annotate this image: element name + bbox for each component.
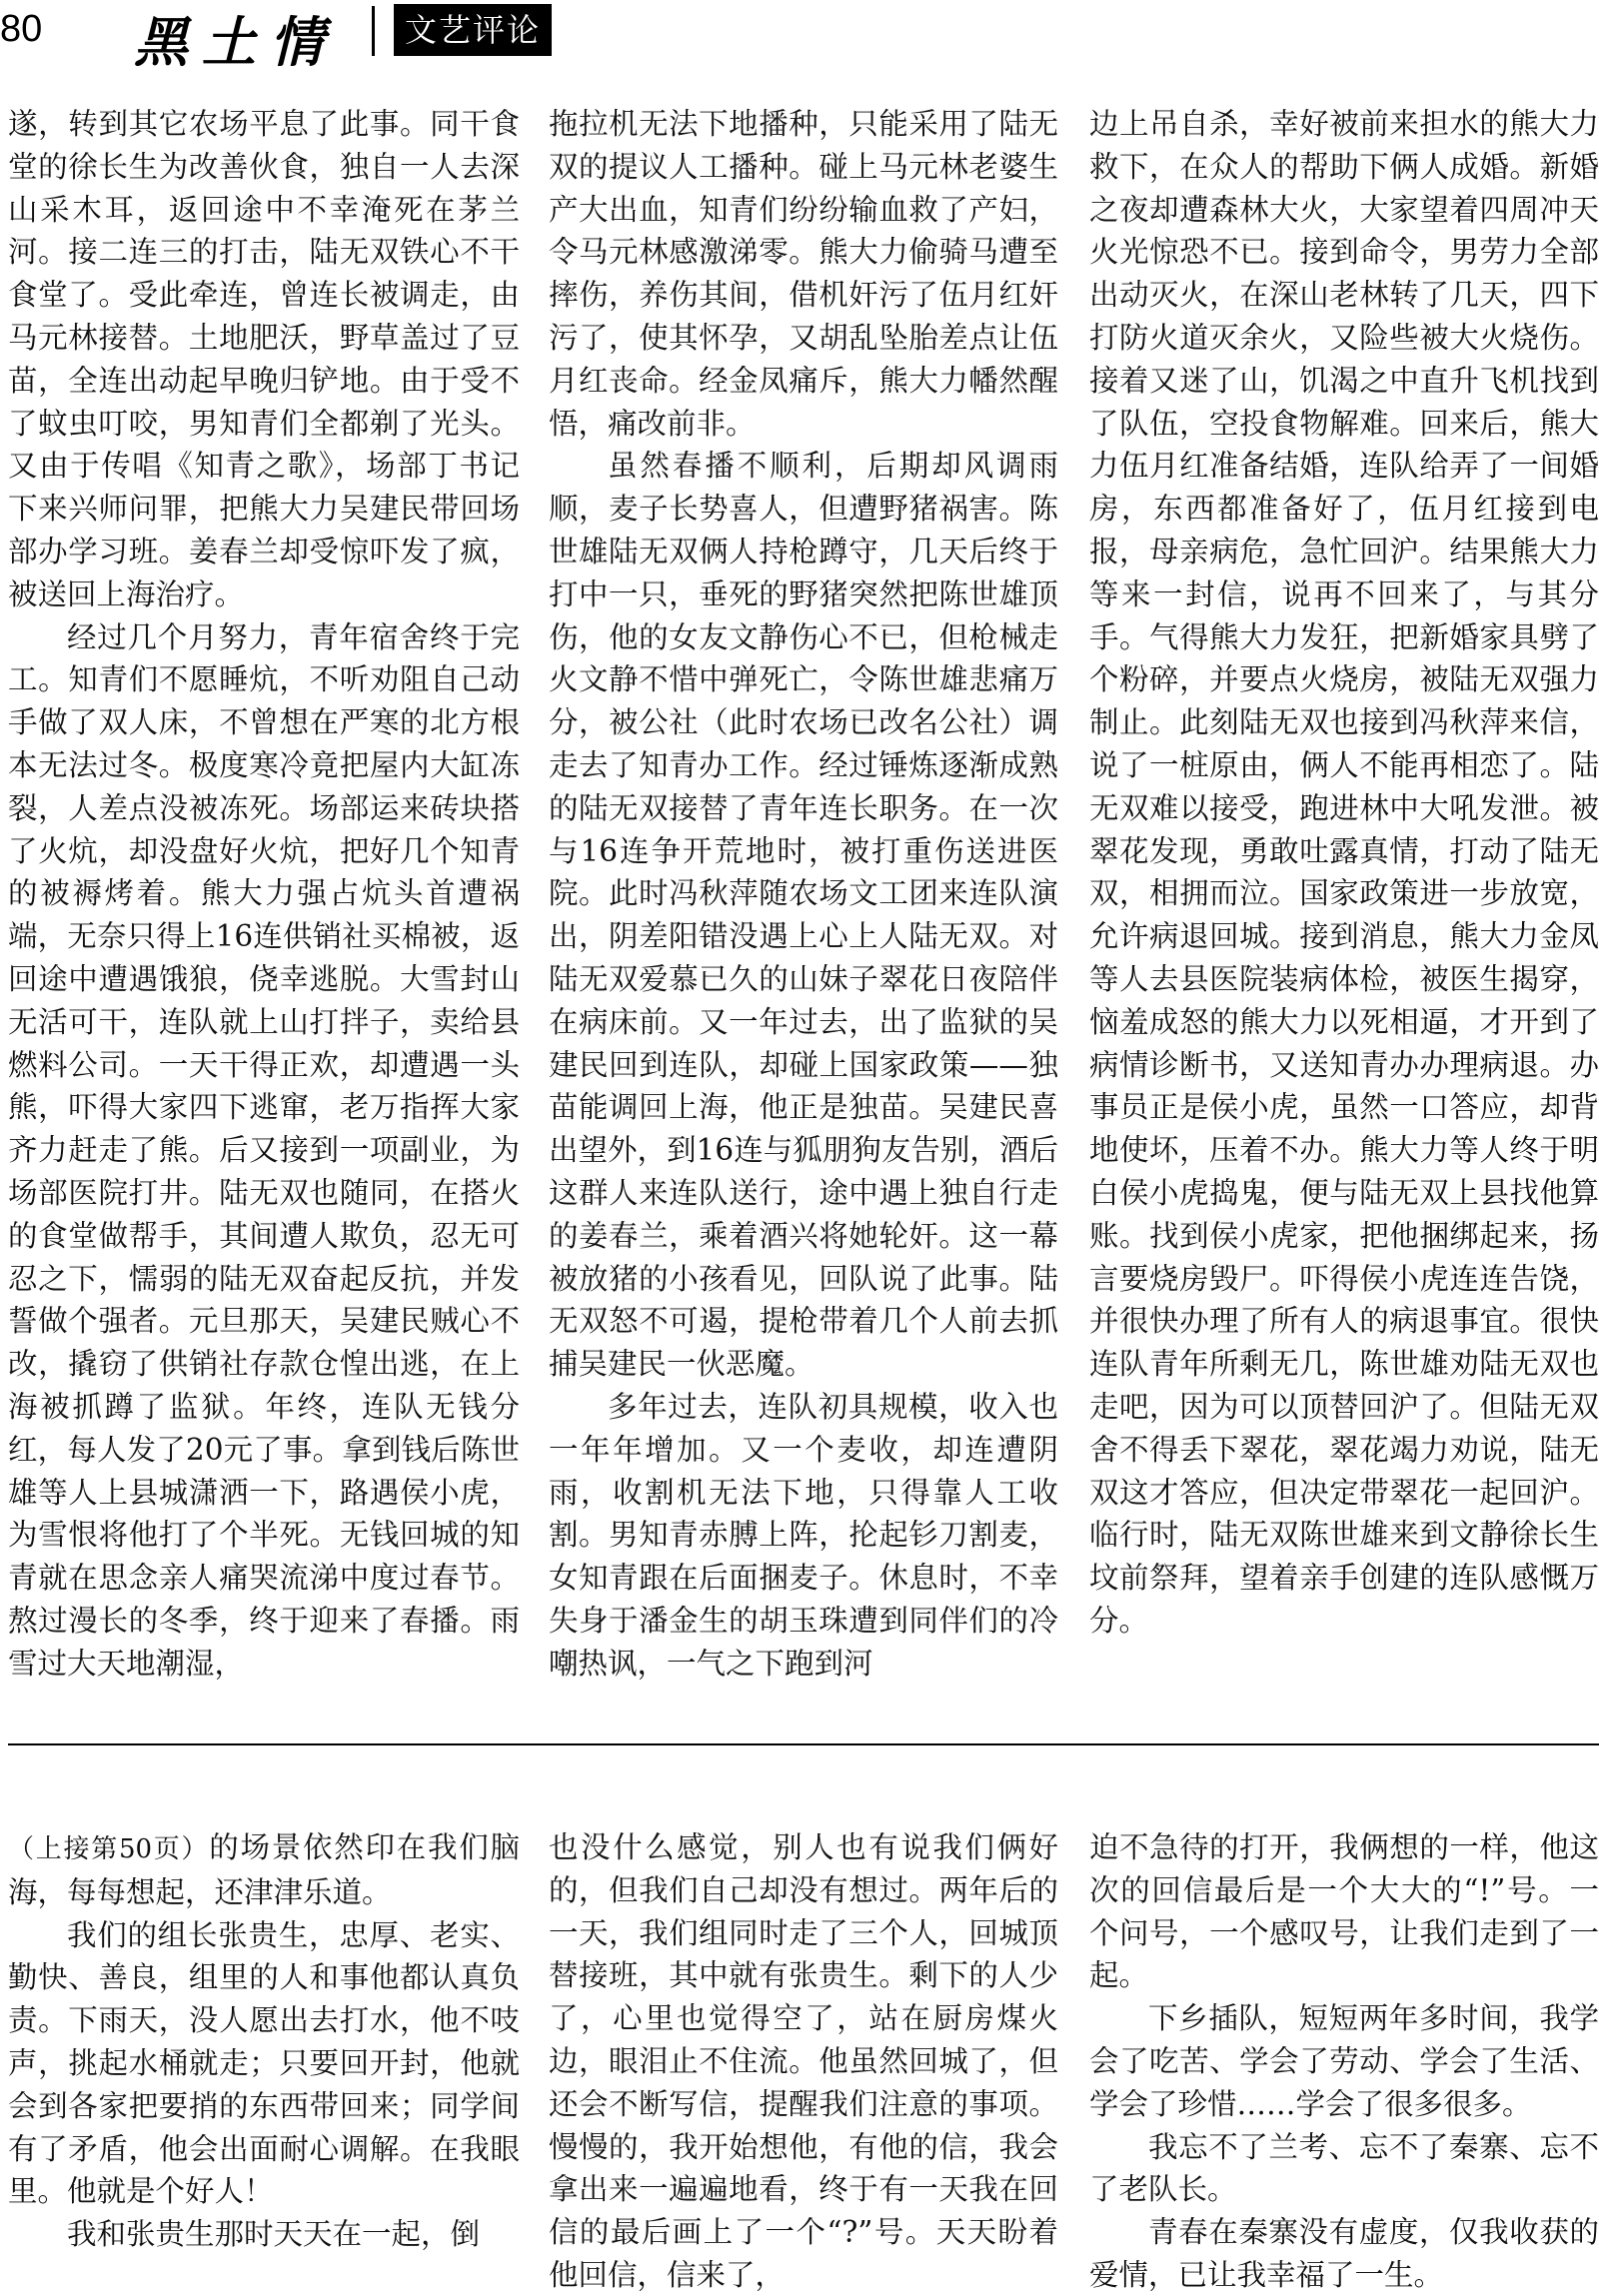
top-article-column-1	[8, 103, 520, 1702]
bottom-article-column-3	[1089, 1826, 1599, 2296]
section-label: 文艺评论	[394, 4, 552, 56]
paragraph: 拖拉机无法下地播种，只能采用了陆无双的提议人工播种。碰上马元林老婆生产大出血，知青们纷纷输血救了产妇，令马元林感激涕零。熊大力偷骑马遭至摔伤，养伤其间，借机奸污了伍月红奸污了，使其怀孕，又胡乱坠胎差点让伍月红丧命。经金凤痛斥，熊大力幡然醒悟，痛改前非。	[549, 107, 1058, 441]
paragraph: 我忘不了兰考、忘不了秦寨、忘不了老队长。	[1089, 2129, 1599, 2207]
paragraph: 经过几个月努力，青年宿舍终于完工。知青们不愿睡炕，不听劝阻自己动手做了双人床，不曾想在严寒的北方根本无法过冬。极度寒冷竟把屋内大缸冻裂，人差点没被冻死。场部运来砖块搭了火炕，却没盘好火炕，把好几个知青的被褥烤着。熊大力强占炕头首遭祸端，无奈只得上16连供销社买棉被，返回途中遭遇饿狼，侥幸逃脱。大雪封山无活可干，连队就上山打拌子，卖给县燃料公司。一天干得正欢，却遭遇一头熊，吓得大家四下逃窜，老万指挥大家齐力赶走了熊。后又接到一项副业，为场部医院打井。陆无双也随同，在搭火的食堂做帮手，其间遭人欺负，忍无可忍之下，懦弱的陆无双奋起反抗，并发誓做个强者。元旦那天，吴建民贼心不改，撬窃了供销社存款仓惶出逃，在上海被抓蹲了监狱。年终，连队无钱分红，每人发了20元了事。拿到钱后陈世雄等人上县城潇洒一下，路遇侯小虎，为雪恨将他打了个半死。无钱回城的知青就在思念亲人痛哭流涕中度过春节。熬过漫长的冬季，终于迎来了春播。雨雪过大天地潮湿，	[8, 619, 520, 1681]
paragraph: 边上吊自杀，幸好被前来担水的熊大力救下，在众人的帮助下俩人成婚。新婚之夜却遭森林大火，大家望着四周冲天火光惊恐不已。接到命令，男劳力全部出动灭火，在深山老林转了几天，四下打防火道灭余火，又险些被大火烧伤。接着又迷了山，饥渴之中直升飞机找到了队伍，空投食物解难。回来后，熊大力伍月红准备结婚，连队给弄了一间婚房，东西都准备好了，伍月红接到电报，母亲病危，急忙回沪。结果熊大力等来一封信，说再不回来了，与其分手。气得熊大力发狂，把新婚家具劈了个粉碎，并要点火烧房，被陆无双强力制止。此刻陆无双也接到冯秋萍来信，说了一桩原由，俩人不能再相恋了。陆无双难以接受，跑进林中大吼发泄。被翠花发现，勇敢吐露真情，打动了陆无双，相拥而泣。国家政策进一步放宽，允许病退回城。接到消息，熊大力金凤等人去县医院装病体检，被医生揭穿，恼羞成怒的熊大力以死相逼，才开到了病情诊断书，又送知青办办理病退。办事员正是侯小虎，虽然一口答应，却背地使坏，压着不办。熊大力等人终于明白侯小虎捣鬼，便与陆无双上县找他算账。找到侯小虎家，把他捆绑起来，扬言要烧房毁尸。吓得侯小虎连连告饶，并很快办理了所有人的病退事宜。很快连队青年所剩无几，陈世雄劝陆无双也走吧，因为可以顶替回沪了。但陆无双舍不得丢下翠花，翠花竭力劝说，陆无双这才答应，但决定带翠花一起回沪。临行时，陆无双陈世雄来到文静徐长生坟前祭拜，望着亲手创建的连队感慨万分。	[1089, 107, 1599, 1638]
paragraph: 我和张贵生那时天天在一起，倒	[67, 2217, 481, 2252]
page-number: 80	[0, 8, 43, 50]
top-article-column-2	[549, 103, 1058, 1702]
paragraph: 多年过去，连队初具规模，收入也一年年增加。又一个麦收，却连遭阴雨，收割机无法下地，只得靠人工收割。男知青赤膊上阵，抡起钐刀割麦，女知青跟在后面捆麦子。休息时，不幸失身于潘金生的胡玉珠遭到同伴们的冷嘲热讽，一气之下跑到河	[549, 1389, 1058, 1681]
section-divider	[8, 1743, 1599, 1745]
magazine-title: 黑土情	[134, 10, 338, 74]
bottom-article-column-1	[8, 1826, 520, 2296]
paragraph: 遂，转到其它农场平息了此事。同干食堂的徐长生为改善伙食，独自一人去深山采木耳，返回途中不幸淹死在茅兰河。接二连三的打击，陆无双铁心不干食堂了。受此牵连，曾连长被调走，由马元林接替。土地肥沃，野草盖过了豆苗，全连出动起早晚归铲地。由于受不了蚊虫叮咬，男知青们全都剃了光头。又由于传唱《知青之歌》，场部丁书记下来兴师问罪，把熊大力吴建民带回场部办学习班。姜春兰却受惊吓发了疯，被送回上海治疗。	[8, 107, 520, 611]
paragraph: 青春在秦寨没有虚度，仅我收获的爱情，已让我幸福了一生。	[1089, 2215, 1599, 2292]
paragraph: 迫不急待的打开，我俩想的一样，他这次的回信最后是一个大大的“!”号。一个问号，一个感叹号，让我们走到了一起。	[1089, 1830, 1599, 1993]
paragraph: 也没什么感觉，别人也有说我们俩好的，但我们自己却没有想过。两年后的一天，我们组同时走了三个人，回城顶替接班，其中就有张贵生。剩下的人少了，心里也觉得空了，站在厨房煤火边，眼泪止不住流。他虽然回城了，但还会不断写信，提醒我们注意的事项。慢慢的，我开始想他，有他的信，我会拿出来一遍遍地看，终于有一天我在回信的最后画上了一个“?”号。天天盼着他回信，信来了，	[549, 1830, 1058, 2292]
bottom-article-column-2	[549, 1826, 1058, 2296]
paragraph: 下乡插队，短短两年多时间，我学会了吃苦、学会了劳动、学会了生活、学会了珍惜……学会了很多很多。	[1089, 2001, 1599, 2121]
continued-note: （上接第50页）	[8, 1834, 210, 1864]
header-divider	[372, 6, 375, 56]
paragraph	[8, 1826, 520, 1914]
paragraph-text: 的场景依然印在我们脑海，每每想起，还津津乐道。	[8, 1830, 520, 1909]
paragraph: 虽然春播不顺利，后期却风调雨顺，麦子长势喜人，但遭野猪祸害。陈世雄陆无双俩人持枪蹲守，几天后终于打中一只，垂死的野猪突然把陈世雄顶伤，他的女友文静伤心不已，但枪械走火文静不惜中弹死亡，令陈世雄悲痛万分，被公社（此时农场已改名公社）调走去了知青办工作。经过锤炼逐渐成熟的陆无双接替了青年连长职务。在一次与16连争开荒地时，被打重伤送进医院。此时冯秋萍随农场文工团来连队演出，阴差阳错没遇上心上人陆无双。对陆无双爱慕已久的山妹子翠花日夜陪伴在病床前。又一年过去，出了监狱的吴建民回到连队，却碰上国家政策——独苗能调回上海，他正是独苗。吴建民喜出望外，到16连与狐朋狗友告别，酒后这群人来连队送行，途中遇上独自行走的姜春兰，乘着酒兴将她轮奸。这一幕被放猪的小孩看见，回队说了此事。陆无双怒不可遏，提枪带着几个人前去抓捕吴建民一伙恶魔。	[549, 449, 1058, 1382]
page-header	[0, 0, 1599, 74]
top-article-column-3	[1089, 103, 1599, 1702]
paragraph: 我们的组长张贵生，忠厚、老实、勤快、善良，组里的人和事他都认真负责。下雨天，没人愿出去打水，他不吱声，挑起水桶就走；只要回开封，他就会到各家把要捎的东西带回来；同学间有了矛盾，他会出面耐心调解。在我眼里。他就是个好人！	[8, 1917, 520, 2209]
